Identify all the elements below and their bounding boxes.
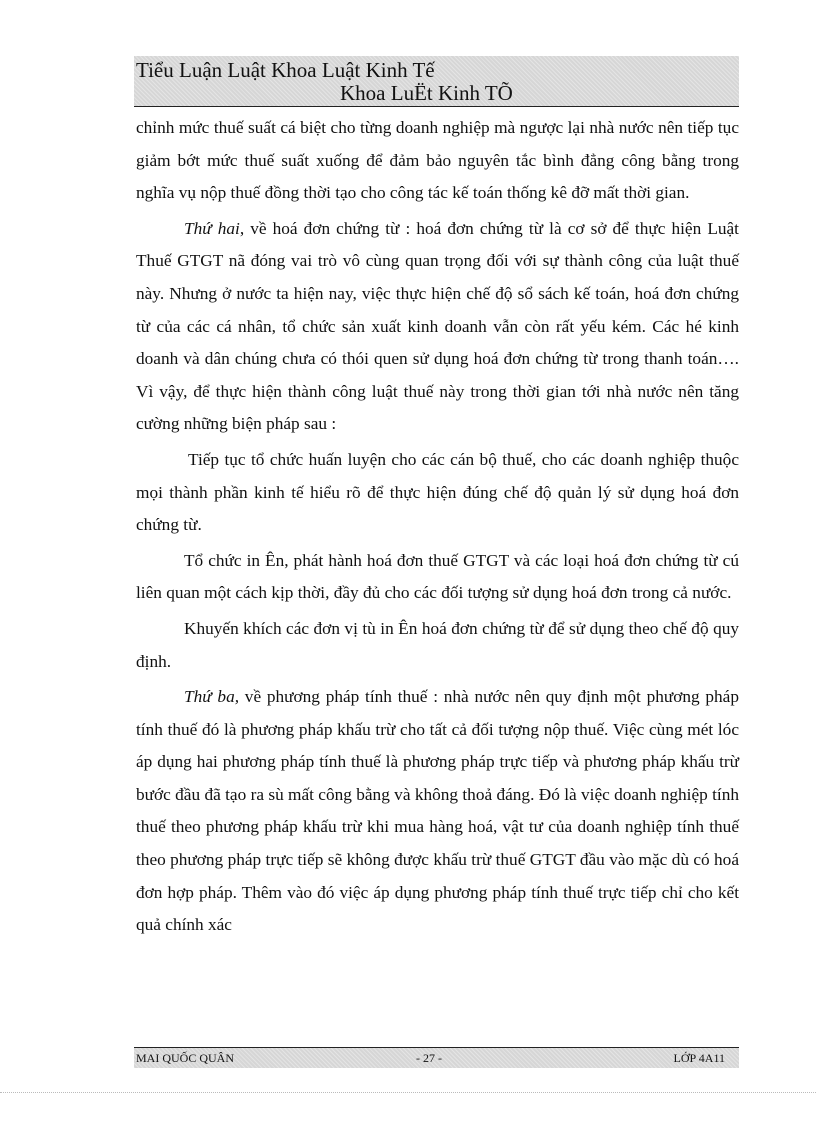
page-footer bbox=[134, 1047, 739, 1068]
paragraph-2-lead: Thứ hai bbox=[184, 218, 240, 238]
document-body bbox=[136, 112, 739, 942]
paragraph-5 bbox=[136, 613, 739, 678]
paragraph-4-text: Tổ chức in Ên, phát hành hoá đơn thuế GTGT và các loại hoá đơn chứng từ cú liên quan một cách kịp thời, đầy đủ cho các đối tượng sử dụng hoá đơn trong cả nước. bbox=[136, 550, 739, 603]
footer-page-number: - 27 - bbox=[416, 1051, 442, 1065]
paragraph-3-text: Tiếp tục tổ chức huấn luyện cho các cán bộ thuế, cho các doanh nghiệp thuộc mọi thành phần kinh tế hiểu rõ để thực hiện đúng chế độ quản lý sử dụng hoá đơn chứng từ. bbox=[136, 449, 739, 535]
header-subtitle: Khoa LuËt Kinh TÕ bbox=[340, 81, 513, 105]
page-boundary bbox=[0, 1092, 816, 1093]
paragraph-3 bbox=[136, 444, 739, 542]
paragraph-6-lead: Thứ ba, bbox=[184, 687, 240, 707]
paragraph-6 bbox=[136, 681, 739, 942]
paragraph-2-text: , về hoá đơn chứng từ : hoá đơn chứng từ là cơ sở để thực hiện Luật Thuế GTGT nã đóng vai trò vô cùng quan trọng đối với sự thành công của luật thuế này. Nhưng ở nước ta hiện nay, việc thực hiện chế độ sổ sách kế toán, hoá đơn chứng từ của các cá nhân, tổ chức sản xuất kinh doanh vẫn còn rất yếu kém. Các hé kinh doanh và dân chúng chưa có thói quen sử dụng hoá đơn chứng từ trong thanh toán…. Vì vậy, để thực hiện thành công luật thuế này trong thời gian tới nhà nước nên tăng cường những biện pháp sau : bbox=[136, 218, 739, 434]
paragraph-2 bbox=[136, 213, 739, 441]
paragraph-4 bbox=[136, 545, 739, 610]
paragraph-5-text: Khuyến khích các đơn vị tù in Ên hoá đơn chứng từ để sử dụng theo chế độ quy định. bbox=[136, 618, 739, 671]
footer-class: LỚP 4A11 bbox=[673, 1051, 725, 1065]
paragraph-6-text: về phương pháp tính thuế : nhà nước nên quy định một phương pháp tính thuế đó là phương pháp khấu trừ cho tất cả đối tượng nộp thuế. Việc cùng mét lóc áp dụng hai phương pháp tính thuế là phương pháp trực tiếp và phương pháp khấu trừ bước đầu đã tạo ra sù mất công bằng và không thoả đáng. Đó là việc doanh nghiệp tính thuế theo phương pháp khấu trừ khi mua hàng hoá, vật tư của doanh nghiệp tính thuế theo phương pháp trực tiếp sẽ không được khấu trừ thuế GTGT đầu vào mặc dù có hoá đơn hợp pháp. Thêm vào đó việc áp dụng phương pháp tính thuế trực tiếp chỉ cho kết quả chính xác bbox=[136, 687, 739, 935]
paragraph-1 bbox=[136, 112, 739, 210]
footer-author: MAI QUỐC QUÂN bbox=[136, 1051, 234, 1065]
header-title: Tiểu Luận Luật Khoa Luật Kinh Tế bbox=[136, 58, 435, 82]
paragraph-1-text: chỉnh mức thuế suất cá biệt cho từng doanh nghiệp mà ngược lại nhà nước nên tiếp tục giảm bớt mức thuế suất xuống để đảm bảo nguyên tắc bình đẳng công bằng trong nghĩa vụ nộp thuế đồng thời tạo cho công tác kế toán thống kê đỡ mất thời gian. bbox=[136, 118, 739, 203]
page-header bbox=[134, 56, 739, 107]
